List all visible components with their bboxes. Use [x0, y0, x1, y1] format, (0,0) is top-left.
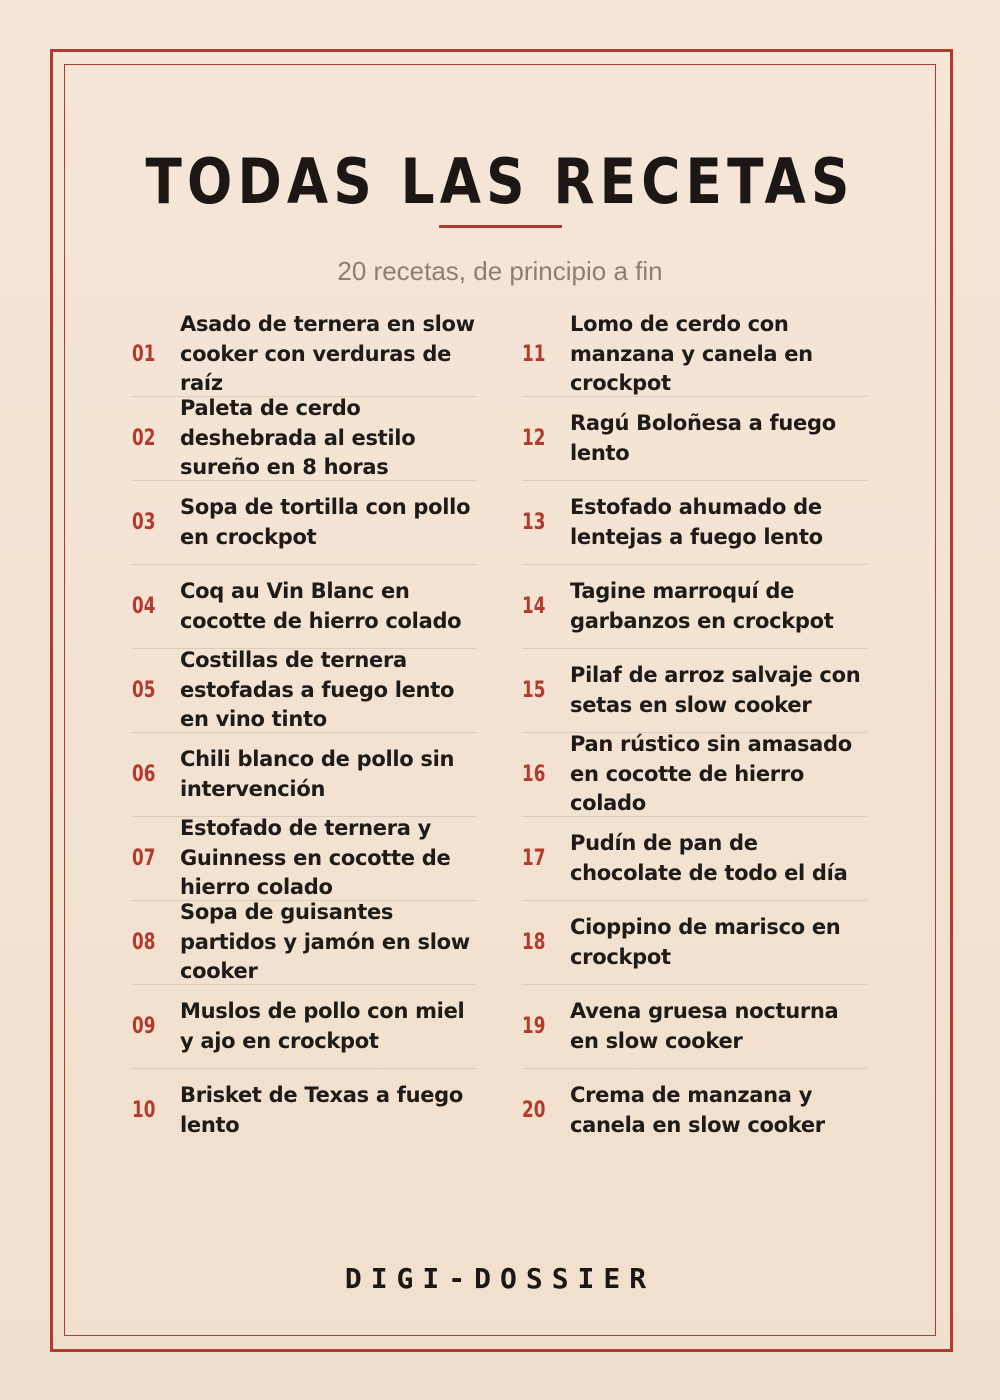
recipe-name: Brisket de Texas a fuego lento [180, 1083, 464, 1137]
recipe-number: 05 [132, 678, 156, 703]
brand-footer: DIGI-DOSSIER [344, 1262, 656, 1295]
recipe-item [132, 732, 477, 816]
recipe-number: 09 [132, 1014, 156, 1039]
recipe-item [522, 564, 867, 648]
recipe-number: 16 [522, 762, 546, 787]
recipe-name: Cioppino de marisco en crockpot [570, 915, 841, 969]
recipe-name: Lomo de cerdo con manzana y canela en crockpot [570, 312, 813, 396]
recipe-item [132, 648, 477, 732]
recipe-number: 01 [132, 342, 156, 367]
recipe-name: Avena gruesa nocturna en slow cooker [570, 999, 839, 1053]
recipe-name: Sopa de guisantes partidos y jamón en slow cooker [180, 900, 470, 984]
recipe-item [522, 480, 867, 564]
recipe-name: Pan rústico sin amasado en cocotte de hierro colado [570, 732, 852, 816]
recipe-number: 13 [522, 510, 546, 535]
recipe-number: 19 [522, 1014, 546, 1039]
recipe-name: Coq au Vin Blanc en cocotte de hierro colado [180, 579, 462, 633]
recipe-item [522, 396, 867, 480]
title-underline [439, 225, 562, 228]
page-title: TODAS LAS RECETAS [145, 145, 855, 218]
recipe-item [132, 900, 477, 984]
recipe-name: Asado de ternera en slow cooker con verduras de raíz [180, 312, 475, 396]
recipe-name: Crema de manzana y canela en slow cooker [570, 1083, 825, 1137]
recipe-item [132, 396, 477, 480]
page-subtitle: 20 recetas, de principio a fin [337, 256, 663, 286]
recipe-name: Chili blanco de pollo sin intervención [180, 747, 455, 801]
recipe-number: 15 [522, 678, 546, 703]
recipe-number: 17 [522, 846, 546, 871]
recipe-number: 02 [132, 426, 156, 451]
recipe-name: Sopa de tortilla con pollo en crockpot [180, 495, 471, 549]
recipe-name: Pudín de pan de chocolate de todo el día [570, 831, 848, 885]
recipe-name: Estofado de ternera y Guinness en cocotte de hierro colado [180, 816, 451, 900]
recipe-item [522, 1068, 867, 1152]
recipe-name: Estofado ahumado de lentejas a fuego lento [570, 495, 823, 549]
recipe-item [522, 732, 867, 816]
recipe-list-right [522, 313, 867, 1152]
recipe-item [132, 984, 477, 1068]
recipe-item [132, 1068, 477, 1152]
recipe-list-left [132, 313, 477, 1152]
recipe-number: 10 [132, 1098, 156, 1123]
recipe-item [522, 900, 867, 984]
recipe-number: 08 [132, 930, 156, 955]
recipe-name: Costillas de ternera estofadas a fuego lento en vino tinto [180, 648, 455, 732]
recipe-name: Tagine marroquí de garbanzos en crockpot [570, 579, 834, 633]
recipe-name: Muslos de pollo con miel y ajo en crockpot [180, 999, 465, 1053]
recipe-number: 07 [132, 846, 156, 871]
recipe-number: 03 [132, 510, 156, 535]
recipe-item [522, 816, 867, 900]
recipe-name: Ragú Boloñesa a fuego lento [570, 411, 836, 465]
recipe-number: 14 [522, 594, 546, 619]
recipe-item [132, 564, 477, 648]
recipe-number: 12 [522, 426, 546, 451]
recipe-item [132, 816, 477, 900]
recipe-name: Pilaf de arroz salvaje con setas en slow cooker [570, 663, 861, 717]
recipe-number: 04 [132, 594, 156, 619]
recipe-number: 18 [522, 930, 546, 955]
recipe-number: 20 [522, 1098, 546, 1123]
recipe-item [522, 648, 867, 732]
recipe-name: Paleta de cerdo deshebrada al estilo sureño en 8 horas [180, 396, 416, 480]
recipe-item [522, 984, 867, 1068]
recipe-item [522, 313, 867, 396]
recipe-number: 11 [522, 342, 546, 367]
recipe-item [132, 313, 477, 396]
recipe-item [132, 480, 477, 564]
recipe-number: 06 [132, 762, 156, 787]
